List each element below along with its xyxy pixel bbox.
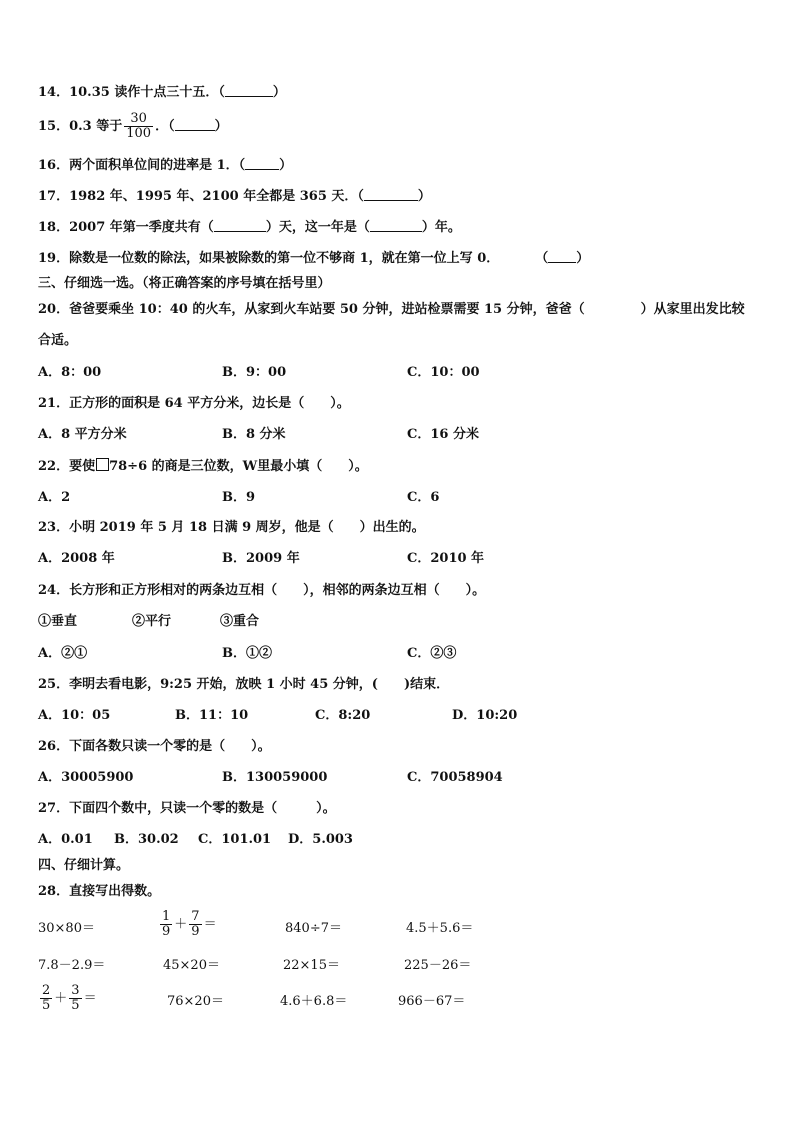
question-17	[38, 188, 431, 205]
q15-pre: 15．0.3 等于	[38, 119, 123, 134]
q16-close: ）	[279, 158, 293, 173]
fraction-7-9	[189, 910, 201, 939]
numerator: 1	[162, 909, 171, 924]
q19-text: 19．除数是一位数的除法，如果被除数的第一位不够商 1，就在第一位上写 0．	[38, 251, 500, 266]
q25-option-b[interactable]: B．11：10	[175, 708, 249, 723]
q20-line1b: ）从家里出发比较	[640, 302, 745, 317]
q27-text: 27．下面四个数中，只读一个零的数是（ ）。	[38, 801, 336, 816]
q20-option-a[interactable]: A．8：00	[38, 365, 102, 380]
q24-option-a[interactable]: A．②①	[38, 646, 88, 661]
q19-close: ）	[576, 251, 590, 266]
q15-close: ）	[214, 119, 228, 134]
section-4-heading: 四、仔细计算。	[38, 858, 130, 873]
denominator: 9	[191, 924, 200, 939]
q15-numerator: 30	[130, 111, 147, 126]
q18-part-c: ）年。	[421, 220, 461, 235]
plus-sign: ＋	[174, 917, 188, 932]
empty-square-box	[96, 458, 109, 471]
section-3-heading: 三、仔细选一选。（将正确答案的序号填在括号里）	[38, 276, 331, 291]
calc-r1-c2	[158, 910, 217, 939]
q26-option-c[interactable]: C．70058904	[407, 770, 503, 785]
fraction-3-5	[69, 984, 81, 1013]
q23-option-b[interactable]: B．2009 年	[222, 551, 300, 566]
q21-text: 21．正方形的面积是 64 平方分米，边长是（ ）。	[38, 396, 350, 411]
q27-option-b[interactable]: B．30.02	[114, 832, 179, 847]
q23-text: 23．小明 2019 年 5 月 18 日满 9 周岁，他是（ ）出生的。	[38, 520, 425, 535]
q15-post: ．（	[155, 119, 175, 134]
denominator: 5	[42, 998, 51, 1013]
question-16	[38, 157, 292, 174]
q22-option-c[interactable]: C．6	[407, 490, 440, 505]
q21-option-b[interactable]: B．8 分米	[222, 427, 286, 442]
question-14	[38, 84, 286, 101]
q21-option-c[interactable]: C．16 分米	[407, 427, 479, 442]
q23-option-a[interactable]: A．2008 年	[38, 551, 115, 566]
calc-r1-c4: 4.5＋5.6＝	[406, 921, 474, 936]
question-20	[38, 302, 745, 318]
equals-sign: ＝	[203, 917, 217, 932]
q17-text: 17．1982 年、1995 年、2100 年全都是 365 天．（	[38, 189, 364, 204]
q24-choice-2: ②平行	[132, 614, 172, 629]
q26-option-b[interactable]: B．130059000	[222, 770, 328, 785]
q23-option-c[interactable]: C．2010 年	[407, 551, 485, 566]
q22-option-b[interactable]: B．9	[222, 490, 256, 505]
q15-denominator: 100	[126, 126, 152, 141]
equals-sign: ＝	[83, 991, 97, 1006]
q25-option-a[interactable]: A．10：05	[38, 708, 111, 723]
q27-option-c[interactable]: C．101.01	[198, 832, 272, 847]
numerator: 3	[71, 983, 80, 998]
q17-answer-blank[interactable]	[364, 188, 418, 201]
calc-r3-c4: 966－67＝	[398, 994, 466, 1009]
q14-text: 14．10.35 读作十点三十五．（	[38, 85, 225, 100]
calc-r3-c1	[38, 984, 97, 1013]
q22-post: 78÷6 的商是三位数，W里最小填（ ）。	[109, 459, 368, 474]
q24-option-c[interactable]: C．②③	[407, 646, 457, 661]
q15-answer-blank[interactable]	[175, 118, 215, 131]
question-18	[38, 219, 461, 236]
q19-answer-blank[interactable]	[548, 250, 576, 263]
q24-choice-1: ①垂直	[38, 614, 78, 629]
q24-choice-3: ③重合	[220, 614, 260, 629]
question-19	[38, 250, 589, 267]
q24-text: 24．长方形和正方形相对的两条边互相（ ），相邻的两条边互相（ ）。	[38, 583, 486, 598]
calc-r2-c1: 7.8－2.9＝	[38, 958, 106, 973]
plus-sign: ＋	[54, 991, 68, 1006]
q26-text: 26．下面各数只读一个零的是（ ）。	[38, 739, 271, 754]
q25-option-d[interactable]: D．10:20	[452, 708, 518, 723]
q18-blank-year-type[interactable]	[370, 219, 422, 232]
calc-r2-c2: 45×20＝	[163, 958, 220, 973]
q14-answer-blank[interactable]	[225, 84, 273, 97]
q26-option-a[interactable]: A．30005900	[38, 770, 134, 785]
question-22	[38, 458, 368, 475]
q18-part-b: ）天，这一年是（	[265, 220, 370, 235]
calc-r1-c1: 30×80＝	[38, 921, 95, 936]
q19-open: （	[535, 251, 549, 266]
denominator: 5	[71, 998, 80, 1013]
q22-pre: 22．要使	[38, 459, 96, 474]
q24-option-b[interactable]: B．①②	[222, 646, 272, 661]
calc-r3-c3: 4.6＋6.8＝	[280, 994, 348, 1009]
question-15	[38, 111, 228, 143]
q27-option-d[interactable]: D．5.003	[288, 832, 353, 847]
numerator: 7	[191, 909, 200, 924]
calc-r2-c4: 225－26＝	[404, 958, 472, 973]
q28-title: 28．直接写出得数。	[38, 884, 161, 899]
q18-blank-days[interactable]	[214, 219, 266, 232]
calc-r3-c2: 76×20＝	[167, 994, 224, 1009]
q17-close: ）	[417, 189, 431, 204]
numerator: 2	[42, 983, 51, 998]
q14-close: ）	[272, 85, 286, 100]
q18-part-a: 18．2007 年第一季度共有（	[38, 220, 214, 235]
fraction-1-9	[160, 910, 172, 939]
q27-option-a[interactable]: A．0.01	[38, 832, 93, 847]
q25-text: 25．李明去看电影，9:25 开始，放映 1 小时 45 分钟，( )结束．	[38, 677, 450, 692]
q20-option-b[interactable]: B．9：00	[222, 365, 287, 380]
q15-fraction	[124, 112, 153, 141]
q20-option-c[interactable]: C．10：00	[407, 365, 480, 380]
q20-line1: 20．爸爸要乘坐 10：40 的火车，从家到火车站要 50 分钟，进站检票需要 15 分钟，爸爸（	[38, 302, 585, 317]
denominator: 9	[162, 924, 171, 939]
q16-text: 16．两个面积单位间的进率是 1．（	[38, 158, 246, 173]
calc-r2-c3: 22×15＝	[283, 958, 340, 973]
calc-r1-c3: 840÷7＝	[285, 921, 342, 936]
fraction-2-5	[40, 984, 52, 1013]
q25-option-c[interactable]: C．8:20	[315, 708, 371, 723]
q22-option-a[interactable]: A．2	[38, 490, 71, 505]
q16-answer-blank[interactable]	[245, 157, 279, 170]
q21-option-a[interactable]: A．8 平方分米	[38, 427, 127, 442]
q20-line2: 合适。	[38, 333, 78, 348]
